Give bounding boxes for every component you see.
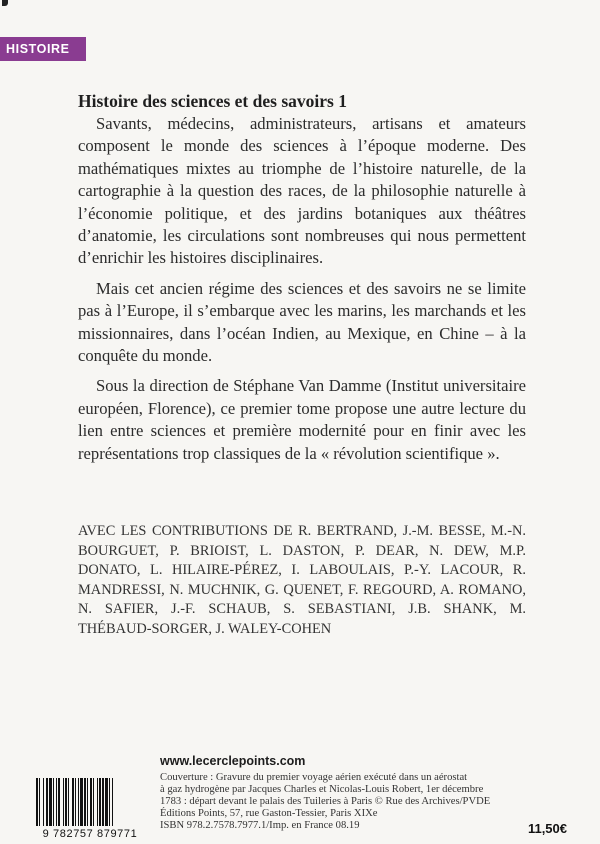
credit-line: à gaz hydrogène par Jacques Charles et Nicolas-Louis Robert, 1er décembre [160,784,484,795]
summary-paragraph-3: Sous la direction de Stéphane Van Damme (Institut universitaire européen, Florence), ce premier tome propose une autre lecture du lien entre sciences et première modernité pour en finir avec les représentations trop classiques de la « révolution scientifique ». [78,376,526,463]
footer [30,752,575,844]
category-badge: HISTOIRE [0,37,86,61]
credit-line: Éditions Points, 57, rue Gaston-Tessier, Paris XIXe [160,808,378,819]
credit-line: Couverture : Gravure du premier voyage aérien exécuté dans un aérostat [160,772,468,783]
book-title: Histoire des sciences et des savoirs 1 [78,91,347,111]
price: 11,50€ [527,821,567,836]
credit-line: 1783 : départ devant le palais des Tuileries à Paris © Rue des Archives/PVDE [160,796,491,807]
contributors-list: AVEC LES CONTRIBUTIONS DE R. BERTRAND, J.-M. BESSE, M.-N. BOURGUET, P. BRIOIST, L. DASTON, P. DEAR, N. DEW, M.P. DONATO, L. HILAIRE-PÉREZ, I. LABOULAIS, P.-Y. LACOUR, R. MANDRESSI, N. MUCHNIK, G. QUENET, F. REGOURD, A. ROMANO, N. SAFIER, J.-F. SCHAUB, S. SEBASTIANI, J.B. SHANK, M. THÉBAUD-SORGER, J. WALEY-COHEN [78,523,526,637]
cover-credits [160,772,505,832]
summary-paragraph-1: Savants, médecins, administrateurs, artisans et amateurs composent le monde des sciences à l’époque moderne. Des mathématiques mixtes au triomphe de l’histoire naturelle, de la cartographie à la question des races, de la philosophie naturelle à l’économie politique, et des jardins botaniques aux théâtres d’anatomie, les circulations sont nombreuses qui nous permettent d’enrichir les histoires disciplinaires. [78,114,526,268]
credit-line: ISBN 978.2.7578.7977.1/Imp. en France 08.19 [160,820,360,831]
barcode-icon [34,778,146,826]
back-cover-text [78,90,526,473]
corner-mark [2,0,8,6]
publisher-website: www.lecerclepoints.com [160,754,306,768]
barcode-number: 9 782757 879771 [42,828,138,840]
isbn-barcode [30,778,150,842]
summary-paragraph-2: Mais cet ancien régime des sciences et des savoirs ne se limite pas à l’Europe, il s’embarque avec les marins, les marchands et les missionnaires, dans l’océan Indien, au Mexique, en Chine – à la conquête du monde. [78,278,526,366]
